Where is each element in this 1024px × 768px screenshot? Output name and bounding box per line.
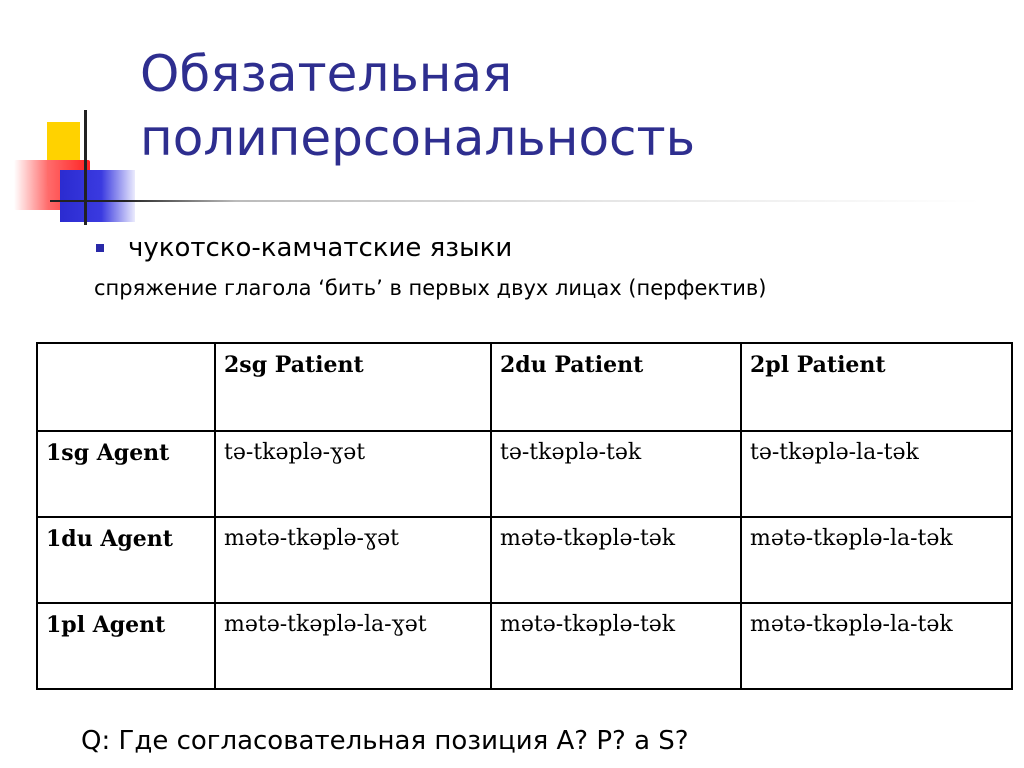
table-cell: mətə-tkəplə-la-tək (741, 517, 1012, 603)
table-row (37, 517, 1012, 603)
table-corner-cell (37, 343, 215, 431)
bullet-item (96, 233, 512, 263)
slide-title-line-1: Обязательная (140, 45, 513, 103)
table-cell: tə-tkəplə-ɣət (215, 431, 491, 517)
conjugation-table (36, 342, 1013, 690)
bullet-text: чукотско-камчатские языки (128, 233, 513, 263)
table-cell: tə-tkəplə-tək (491, 431, 741, 517)
table-row (37, 603, 1012, 689)
row-header-1sg: 1sg Agent (37, 431, 215, 517)
column-header-2sg: 2sg Patient (215, 343, 491, 431)
column-header-2du: 2du Patient (491, 343, 741, 431)
subtitle: спряжение глагола ‘бить’ в первых двух лицах (перфектив) (94, 276, 767, 300)
table-cell: mətə-tkəplə-la-tək (741, 603, 1012, 689)
table-header-row (37, 343, 1012, 431)
row-header-1du: 1du Agent (37, 517, 215, 603)
question-text: Q: Где согласовательная позиция A? P? а S? (81, 726, 689, 756)
row-header-1pl: 1pl Agent (37, 603, 215, 689)
table-cell: mətə-tkəplə-tək (491, 517, 741, 603)
slide-title (140, 42, 695, 170)
square-bullet-icon (96, 244, 104, 252)
column-header-2pl: 2pl Patient (741, 343, 1012, 431)
decor-vertical-line (84, 110, 87, 225)
table-row (37, 431, 1012, 517)
title-underline (50, 200, 980, 202)
table-cell: mətə-tkəplə-tək (491, 603, 741, 689)
decor-blue-block (60, 170, 135, 222)
table-cell: tə-tkəplə-la-tək (741, 431, 1012, 517)
table-cell: mətə-tkəplə-la-ɣət (215, 603, 491, 689)
slide-title-line-2: полиперсональность (140, 109, 696, 167)
table-cell: mətə-tkəplə-ɣət (215, 517, 491, 603)
